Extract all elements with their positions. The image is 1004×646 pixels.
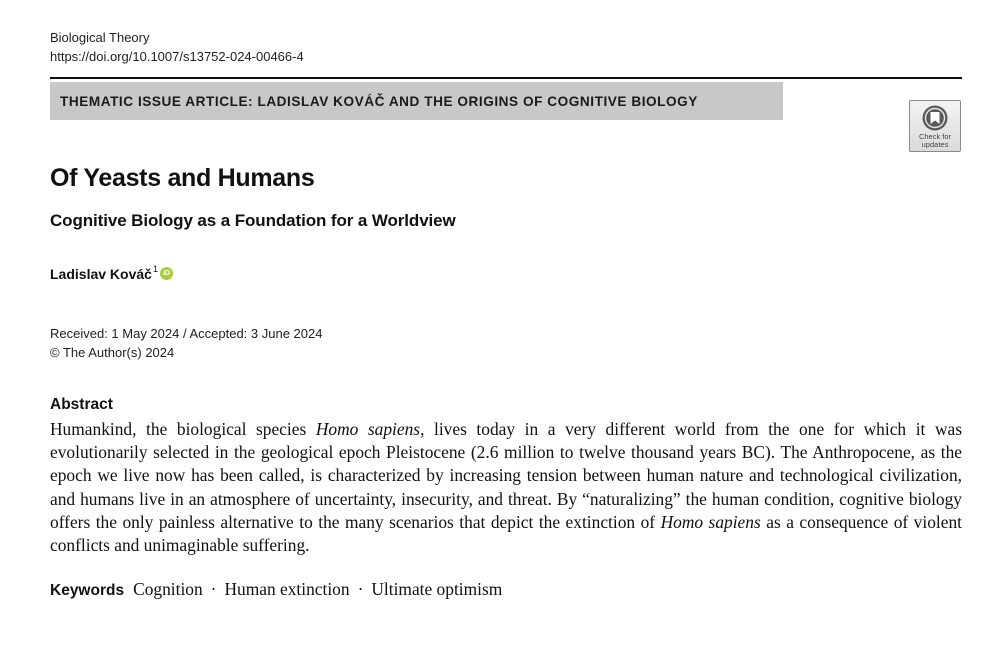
author-line — [50, 266, 173, 282]
crossmark-icon — [921, 104, 949, 132]
copyright-notice: © The Author(s) 2024 — [50, 345, 175, 360]
abstract-text: Humankind, the biological species Homo sapiens, lives today in a very different world from the one for which it was evolutionarily selected in the geological epoch Pleistocene (2.6 million to twelve thousand years BC). The Anthropocene, as the epoch we live now has been called, is characterized by increasing tension between human nature and technological civilization, and humans live in an atmosphere of uncertainty, insecurity, and threat. By “naturalizing” the human condition, cognitive biology offers the only painless alternative to the many scenarios that depict the extinction of Homo sapiens as a consequence of violent conflicts and unimaginable suffering. — [50, 419, 962, 556]
journal-name: Biological Theory — [50, 30, 150, 45]
article-dates — [50, 324, 322, 362]
author-name[interactable]: Ladislav Kováč — [50, 266, 152, 282]
species-name: Homo sapiens — [660, 511, 761, 532]
author-affiliation-marker[interactable]: 1 — [152, 264, 158, 274]
check-for-updates-button[interactable] — [909, 100, 961, 152]
thematic-issue-banner: THEMATIC ISSUE ARTICLE: LADISLAV KOVÁČ AND THE ORIGINS OF COGNITIVE BIOLOGY — [50, 82, 783, 120]
keywords-label: Keywords — [50, 582, 125, 599]
article-subtitle: Cognitive Biology as a Foundation for a Worldview — [50, 211, 456, 230]
abstract-heading: Abstract — [50, 396, 113, 413]
orcid-icon[interactable]: iD — [160, 267, 173, 280]
keyword-item: Cognition — [133, 579, 203, 599]
article-title: Of Yeasts and Humans — [50, 164, 315, 192]
keyword-item: Human extinction — [224, 579, 350, 599]
keywords-section — [50, 579, 502, 600]
keyword-separator: · — [210, 579, 217, 599]
header-divider — [50, 77, 962, 79]
doi-link[interactable]: https://doi.org/10.1007/s13752-024-00466-4 — [50, 49, 304, 64]
check-for-updates-label: Check for updates — [918, 132, 952, 149]
received-accepted-dates: Received: 1 May 2024 / Accepted: 3 June 2024 — [50, 326, 323, 341]
keyword-item: Ultimate optimism — [371, 579, 503, 599]
keyword-separator: · — [357, 579, 364, 599]
journal-header — [50, 28, 304, 66]
species-name: Homo sapiens — [315, 419, 421, 439]
